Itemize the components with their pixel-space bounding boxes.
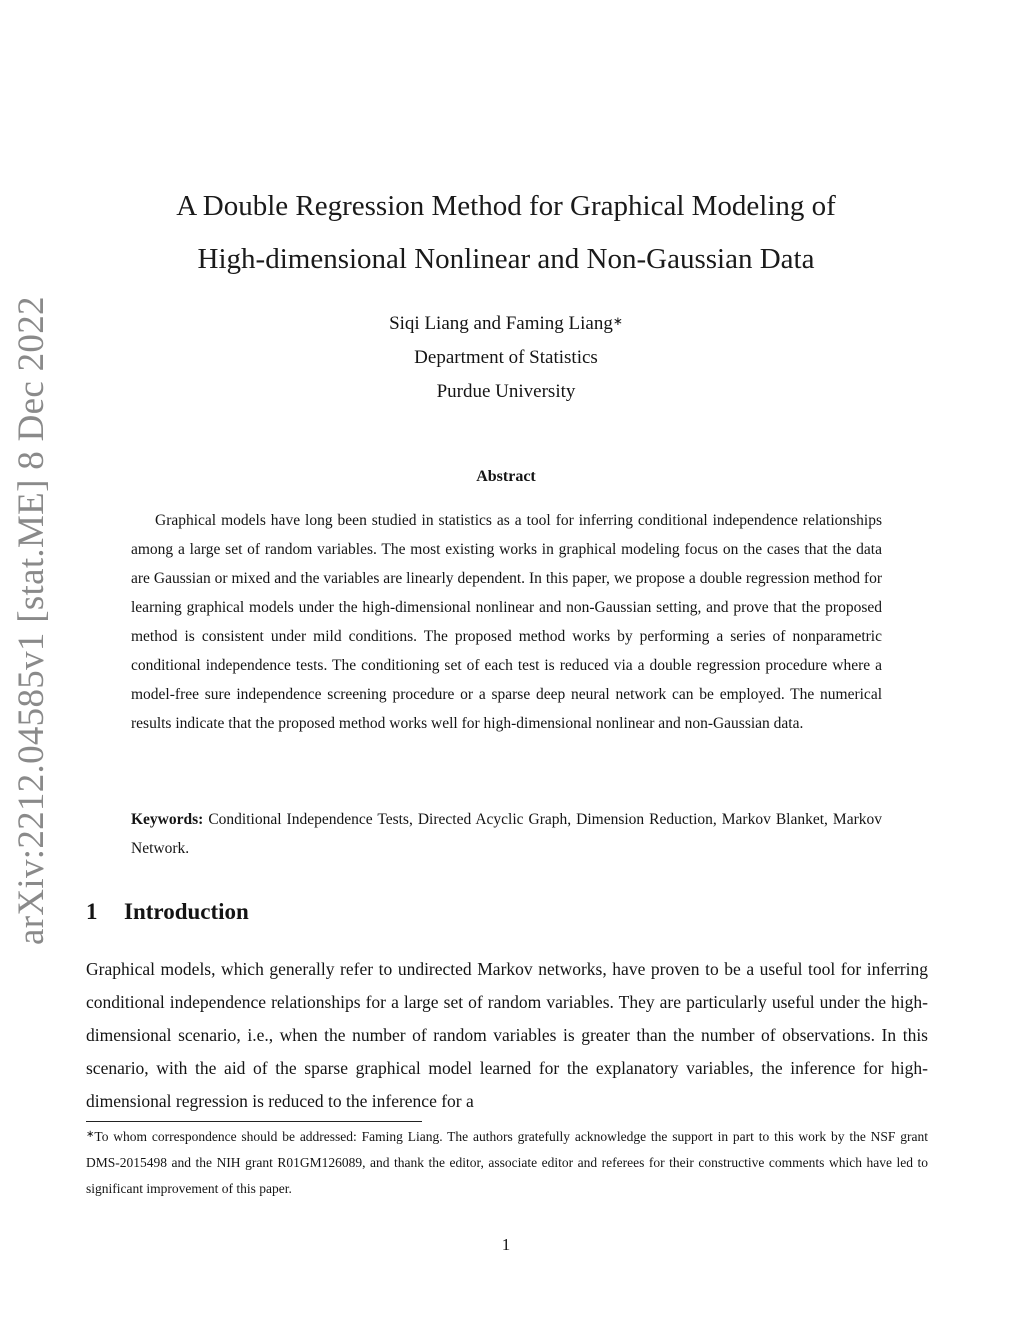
page-number: 1 <box>501 1235 511 1254</box>
paper-title <box>0 180 1012 286</box>
author-footnote-mark: ∗ <box>612 314 623 328</box>
author-block <box>0 307 1012 409</box>
title-line-2: High-dimensional Nonlinear and Non-Gaussian Data <box>197 243 815 275</box>
introduction-paragraph: Graphical models, which generally refer to undirected Markov networks, have proven to be a useful tool for inferring conditional independence relationships for a large set of random variables. They are particularly useful under the high-dimensional scenario, i.e., when the number of random variables is greater than the number of observations. In this scenario, with the aid of the sparse graphical model learned for the explanatory variables, the inference for high-dimensional regression is reduced to the inference for a <box>86 959 928 1111</box>
footnote-mark: ∗ <box>86 1129 95 1140</box>
arxiv-identifier-stamp: arXiv:2212.04585v1 [stat.ME] 8 Dec 2022 <box>11 296 52 945</box>
title-line-1: A Double Regression Method for Graphical Modeling of <box>176 190 836 222</box>
footnote <box>86 1124 928 1202</box>
abstract-heading: Abstract <box>476 468 536 485</box>
section-heading <box>86 899 249 925</box>
section-number: 1 <box>86 899 98 924</box>
author-names-line <box>0 307 1012 341</box>
footnote-divider <box>86 1121 422 1122</box>
keywords-label: Keywords: <box>131 811 204 828</box>
keywords-paragraph <box>131 805 882 863</box>
author-university: Purdue University <box>436 381 576 402</box>
section-title: Introduction <box>124 899 249 924</box>
abstract-text: Graphical models have long been studied in statistics as a tool for inferring conditional independence relationships among a large set of random variables. The most existing works in graphical modeling focus on the cases that the data are Gaussian or mixed and the variables are linearly dependent. In this paper, we propose a double regression method for learning graphical models under the high-dimensional nonlinear and non-Gaussian setting, and prove that the proposed method is consistent under mild conditions. The proposed method works by performing a series of nonparametric conditional independence tests. The conditioning set of each test is reduced via a double regression procedure where a model-free sure independence screening procedure or a sparse deep neural network can be employed. The numerical results indicate that the proposed method works well for high-dimensional nonlinear and non-Gaussian data. <box>131 512 882 732</box>
author-names: Siqi Liang and Faming Liang <box>389 313 613 334</box>
keywords-text: Conditional Independence Tests, Directed Acyclic Graph, Dimension Reduction, Markov Blanket, Markov Network. <box>131 811 883 857</box>
footnote-text: To whom correspondence should be addressed: Faming Liang. The authors gratefully acknowledge the support in part to this work by the NSF grant DMS-2015498 and the NIH grant R01GM126089, and thank the editor, associate editor and referees for their constructive comments which have led to significant improvement of this paper. <box>86 1129 928 1196</box>
author-department: Department of Statistics <box>414 347 598 368</box>
